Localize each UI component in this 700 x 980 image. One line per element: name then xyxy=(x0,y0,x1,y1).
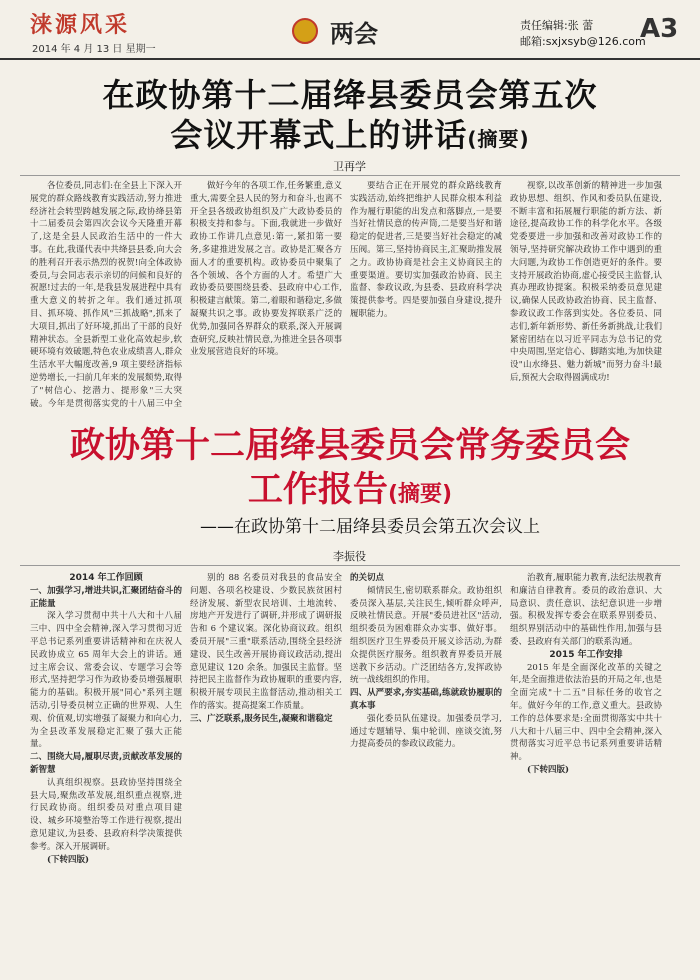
article2-subtitle: ——在政协第十二届绛县委员会第五次会议上 xyxy=(200,517,540,537)
article2-column-4 xyxy=(510,572,662,972)
article2-column-1 xyxy=(30,572,182,972)
article1-column-4 xyxy=(510,180,662,408)
article1-col3-text: 要结合正在开展党的群众路线教育实践活动,始终把维护人民群众根本利益作为履行职能的出发点和落脚点,一是要当好社情民意的传声筒,二是要当好和谐稳定的促进者,三是要当好社会稳定的减压阀。第三,坚持协商民主,汇聚助推发展之力。政协协商是社会主义协商民主的重要渠道。要切实加强政治协商、民主监督、参政议政,为县委、县政府科学决策提供参考。四是要加强自身建设,提升履职能力。 xyxy=(350,181,502,319)
subsection-heading: 四、从严要求,夯实基础,练就政协履职的真本事 xyxy=(350,688,502,711)
article2-author: 李振役 xyxy=(333,550,366,563)
article1-col2-text: 做好今年的各项工作,任务繁重,意义重大,需要全县人民的努力和奋斗,也离不开全县各级政协组织及广大政协委员的积极支持和参与。下面,我就进一步做好政协工作讲几点意见:第一,紧扣第一要务,多建推进发展之言。政协是汇聚各方面人才的重要机构。政协委员中聚集了各个领域、各个方面的人才。希望广大政协委员要围绕县委、县政府中心工作,积极建言献策。第二,着眼和谐稳定,多做凝聚共识之事。政协要发挥联系广泛的优势,加强同各界群众的联系,深入开展调查研究,反映社情民意,为推进全县各项事业发展营造良好的环境。 xyxy=(190,181,342,358)
section-name: 两会 xyxy=(330,19,378,48)
article1-col4-text: 视察,以改革创新的精神进一步加强政协思想、组织、作风和委员队伍建设,不断丰富和拓展履行职能的新方法、新途径,提高政协工作的科学化水平。各级党委要进一步加强和改善对政协工作的领导,坚持研究解决政协工作中遇到的重大问题,为政协工作创造更好的条件。要支持开展政治协商,虚心接受民主监督,认真办理政协提案。积极采纳委员意见建议,确保人民政协政治协商、民主监督、参政议政工作落到实处。各位委员、同志们,新年新形势、新任务新挑战,让我们紧密团结在以习近平同志为总书记的党中央周围,坚定信心、脚踏实地,为加快建设"山水绛县、魅力新城"而努力奋斗!最后,预祝大会取得圆满成功! xyxy=(510,181,662,383)
article2-column-2 xyxy=(190,572,342,972)
editor-info xyxy=(520,18,646,50)
article1-title-line2 xyxy=(0,110,700,156)
continued-note: (下转四版) xyxy=(527,764,570,775)
section-heading: 2015 年工作安排 xyxy=(549,649,623,660)
article2-col2-text: 别的 88 名委员对我县的食品安全问题、各项名校建设、少数民族贫困村经济发展、新型农民培训、土地流转、房地产开发进行了调研,并形成了调研报告和 6 个建议案。深化协商议政。组织委员开展"三重"联系活动,围绕全县经济建设、民生改善开展协商议政活动,提出意见建议 120 余条。加强民主监督。坚持把民主监督作为政协履职的重要内容,积极开展专项民主监督活动,推动相关工作的落实。提高提案工作质量。 xyxy=(190,573,342,711)
subsection-heading: 二、围绕大局,履职尽责,贡献改革发展的新智慧 xyxy=(30,752,182,775)
article2-col1-text: 深入学习贯彻中共十八大和十八届三中、四中全会精神,深入学习贯彻习近平总书记系列重要讲话精神和在庆祝人民政协成立 65 周年大会上的讲话。通过主席会议、常委会议、专题学习会等形式,坚持把学习作为政协委员增强履职能力的基础。积极开展"同心"系列主题活动,引导委员树立正确的世界观、人生观、价值观,切实增强了凝聚力和向心力,为全县改革发展稳定汇聚了强大正能量。 xyxy=(30,611,182,750)
issue-date: 2014 年 4 月 13 日 星期一 xyxy=(32,44,156,55)
subsection-heading: 的关切点 xyxy=(350,573,385,583)
editor-email: 邮箱:sxjxsyb@126.com xyxy=(520,35,646,48)
section-heading: 2014 年工作回顾 xyxy=(69,573,143,583)
article2-col1b-text: 认真组织视察。县政协坚持围绕全县大局,聚焦改革发展,组织重点视察,进行民政协商。组织委员对重点项目建设、城乡环境整治等工作进行视察,提出意见建议,为县委、县政府科学决策提供参考。深入开展调研。 xyxy=(30,777,182,852)
article2-column-3 xyxy=(350,572,502,972)
editor-name: 责任编辑:张 蕾 xyxy=(520,19,594,32)
subsection-heading: 一、加强学习,增进共识,汇聚团结奋斗的正能量 xyxy=(30,585,182,609)
continued-note: (下转四版) xyxy=(47,854,90,865)
article1-column-1 xyxy=(30,180,182,408)
divider xyxy=(20,565,680,566)
article1-column-3 xyxy=(350,180,502,408)
article2-title-line2 xyxy=(0,462,700,512)
article1-column-2 xyxy=(190,180,342,408)
article1-title-suffix: (摘要) xyxy=(467,127,530,151)
article2-col4-text: 治教育,履职能力教育,法纪法规教育和廉洁自律教育。委员的政治意识、大局意识、责任意识、法纪意识进一步增强。积极发挥专委会在联系界别委员、组织界别活动中的基础性作用,加强与县委、县政府有关部门的联系沟通。 xyxy=(510,573,662,647)
article2-title-main: 工作报告 xyxy=(247,470,388,510)
article2-col3-text: 倾情民生,密切联系群众。政协组织委员深入基层,关注民生,倾听群众呼声,反映社情民意。开展"委员进社区"活动,组织委员为困难群众办实事、做好事。组织医疗卫生界委员开展义诊活动,为群众提供医疗服务。组织教育界委员开展送教下乡活动。广泛团结各方,发挥政协统一战线组织的作用。 xyxy=(350,585,502,686)
article1-author: 卫再学 xyxy=(333,160,366,173)
article1-col1-text: 各位委员,同志们:在全县上下深入开展党的群众路线教育实践活动,努力推进经济社会转型跨越发展之际,政协绛县第十二届委员会第四次会议今天隆重开幕了,这是全县人民政治生活中的一件大事。在此,我谨代表中共绛县县委,向大会的胜利召开表示热烈的祝贺!向全体政协委员,与会同志表示亲切的问候和良好的祝愿!过去的一年,是我县发展进程中具有重大意义的转折之年。我们通过抓项目、抓环境、抓作风"三抓战略",抓来了大项目,抓出了好环境,抓出了干部的良好精神状态。全县新型工业化高效起步,软硬环境有效破题,特色农业成绩喜人,群众生活水平大幅度改善,9 项主要经济指标逆势增长,一扫前几年来的发展颓势,取得了"树信心、挖潜力、提形象"三大突破。今年是贯彻落实党的十八届三中全 xyxy=(30,181,182,408)
page-number: A3 xyxy=(640,14,679,44)
article2-col3b-text: 强化委员队伍建设。加强委员学习,通过专题辅导、集中轮训、座谈交流,努力提高委员的参政议政能力。 xyxy=(350,713,502,750)
article2-col4b-text: 2015 年是全面深化改革的关键之年,是全面推进依法治县的开局之年,也是全面完成"十二五"目标任务的收官之年。做好今年的工作,意义重大。县政协工作的总体要求是:全面贯彻落实中共十八大和十八届三中、四中全会精神,深入贯彻落实习近平总书记系列重要讲话精神。 xyxy=(510,662,662,763)
article1-title-main: 会议开幕式上的讲话 xyxy=(170,116,468,154)
article2-title-line1: 政协第十二届绛县委员会常务委员会 xyxy=(69,426,630,466)
article1-title-line1: 在政协第十二届绛县委员会第五次 xyxy=(102,76,598,114)
article2-title-suffix: (摘要) xyxy=(387,482,453,507)
masthead xyxy=(0,0,700,60)
subsection-heading: 三、广泛联系,服务民生,凝聚和谐稳定 xyxy=(190,713,333,724)
paper-name: 涞源风采 xyxy=(30,12,131,38)
divider xyxy=(20,175,680,176)
cppcc-emblem-icon xyxy=(292,18,318,44)
